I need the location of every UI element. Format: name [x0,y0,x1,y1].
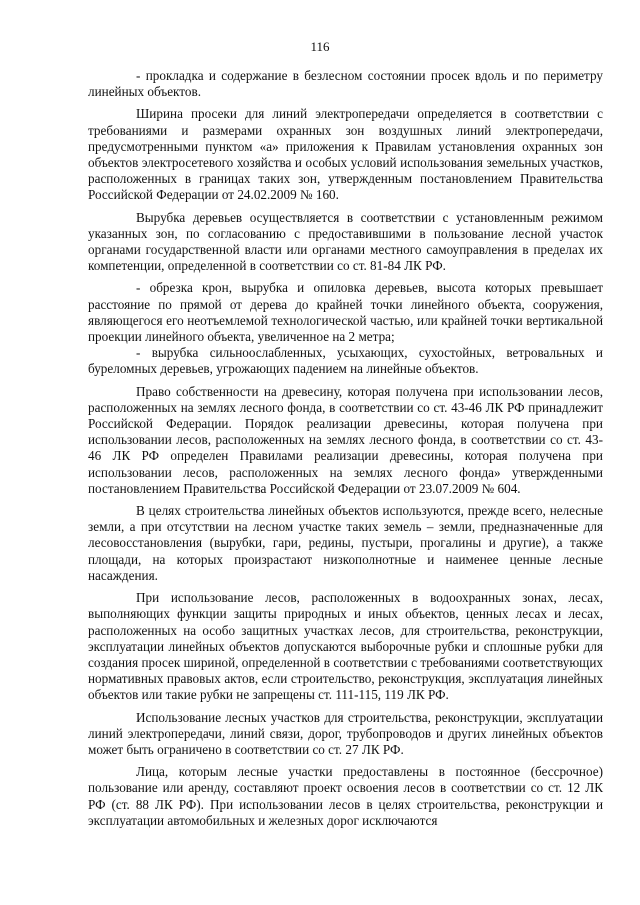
page-number: 116 [310,39,330,54]
paragraph-weakened-trees: - вырубка сильноослабленных, усыхающих, сухостойных, ветровальных и буреломных деревьев, угрожающих падением на линейные объектов. [88,345,603,377]
paragraph-crown-trimming: - обрезка крон, вырубка и опиловка деревьев, высота которых превышает расстояние по прямой от дерева до крайней точки линейного объекта, сооружения, являющегося его неотъемлемой технологической частью, или крайней точки вертикальной проекции линейного объекта, увеличенное на 2 метра; [88,280,603,345]
paragraph-development-project: Лица, которым лесные участки предоставлены в постоянное (бессрочное) пользование или аренду, составляют проект освоения лесов в соответствии со ст. 12 ЛК РФ (ст. 88 ЛК РФ). При использовании лесов в целях строительства, реконструкции и эксплуатации автомобильных и железных дорог исключаются [88,764,603,828]
paragraph-clearing-width: Ширина просеки для линий электропередачи определяется в соответствии с требованиями и размерами охранных зон воздушных линий электропередачи, предусмотренными пунктом «а» приложения к Правилам установления охранных зон объектов электросетевого хозяйства и особых условий использования земельных участков, расположенных в границах таких зон, утвержденным постановлением Правительства Российской Федерации от 24.02.2009 № 160. [88,106,603,203]
paragraph-non-forest-lands: В целях строительства линейных объектов используются, прежде всего, нелесные земли, а при отсутствии на лесном участке таких земель – земли, предназначенные для лесовосстановления (вырубки, гари, редины, пустыри, прогалины и другие), а также площади, на которых произрастают низкополнотные и наименее ценные лесные насаждения. [88,503,603,583]
paragraph-tree-felling: Вырубка деревьев осуществляется в соответствии с установленным режимом указанных зон, по согласованию с предоставившими в пользование лесной участок органами государственной власти или органами местного самоуправления в пределах их компетенции, определенной в соответствии со ст. 81-84 ЛК РФ. [88,209,603,274]
paragraph-use-restriction: Использование лесных участков для строительства, реконструкции, эксплуатации линий электропередачи, линий связи, дорог, трубопроводов и других линейных объектов может быть ограничено в соответствии со ст. 27 ЛК РФ. [88,709,603,757]
paragraph-protective-forests: При использование лесов, расположенных в водоохранных зонах, лесах, выполняющих функции защиты природных и иных объектов, ценных лесах и лесах, расположенных на особо защитных участках лесов, для строительства, реконструкции, эксплуатации линейных объектов допускаются выборочные рубки и сплошные рубки для создания просек шириной, определенной в соответствии с требованиями соответствующих нормативных правовых актов, если строительство, реконструкция, эксплуатация линейных объектов или такие рубки не запрещены ст. 111-115, 119 ЛК РФ. [88,590,603,703]
paragraph-clearing-maintenance: - прокладка и содержание в безлесном состоянии просек вдоль и по периметру линейных объектов. [88,68,603,100]
document-body [88,68,603,829]
paragraph-timber-ownership: Право собственности на древесину, которая получена при использовании лесов, расположенных на землях лесного фонда, в соответствии со ст. 43-46 ЛК РФ принадлежит Российской Федерации. Порядок реализации древесины, которая получена при использовании лесов, расположенных на землях лесного фонда, в соответствии со ст. 43-46 ЛК РФ определен Правилами реализации древесины, которая получена при использовании лесов, расположенных на землях лесного фонда» утвержденными постановлением Правительства Российской Федерации от 23.07.2009 № 604. [88,383,603,496]
